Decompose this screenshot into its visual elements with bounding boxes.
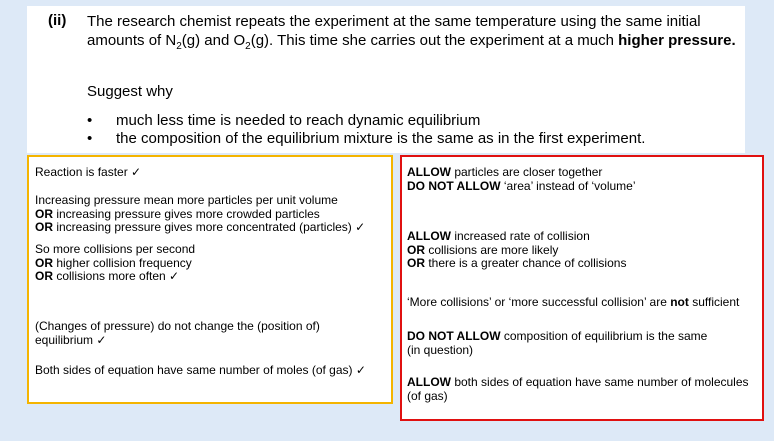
answer-2: Increasing pressure mean more particles per unit volume OR increasing pressure gives more crowded particles OR increasing pressure gives more concentrated (particles) ✓ <box>35 193 366 234</box>
answer-3: So more collisions per second OR higher collision frequency OR collisions more often ✓ <box>35 242 196 283</box>
question-prompt: Suggest why <box>87 83 173 100</box>
question-panel <box>27 6 745 153</box>
answer-4: (Changes of pressure) do not change the (position of) equilibrium ✓ <box>35 319 320 347</box>
guidance-2: ALLOW increased rate of collision OR collisions are more likely OR there is a greater chance of collisions <box>407 229 627 270</box>
question-emphasis: higher pressure <box>618 32 732 49</box>
question-text: The research chemist repeats the experiment at the same temperature using the same initial amounts of $N_2(g)$ and $O_2(g)$. This time she carries out the experiment at a much higher pressure. <box>87 13 736 52</box>
guidance-3: ‘More collisions’ or ‘more successful collision’ are not sufficient <box>407 295 740 309</box>
guidance-4: DO NOT ALLOW composition of equilibrium is the same (in question) <box>407 329 708 357</box>
answer-5: Both sides of equation have same number of moles (of gas) ✓ <box>35 363 366 377</box>
question-bullets <box>87 112 737 148</box>
mark-scheme-answers <box>27 155 393 404</box>
guidance-panel <box>400 155 764 421</box>
bullet-item: • much less time is needed to reach dynamic equilibrium <box>87 112 737 130</box>
guidance-1: ALLOW particles are closer together DO NOT ALLOW ‘area’ instead of ‘volume’ <box>407 165 636 193</box>
answer-1: Reaction is faster ✓ <box>35 165 142 179</box>
guidance-5: ALLOW both sides of equation have same number of molecules (of gas) <box>407 375 749 403</box>
question-number: (ii) <box>48 12 67 29</box>
bullet-item: • the composition of the equilibrium mixture is the same as in the first experiment. <box>87 130 737 148</box>
